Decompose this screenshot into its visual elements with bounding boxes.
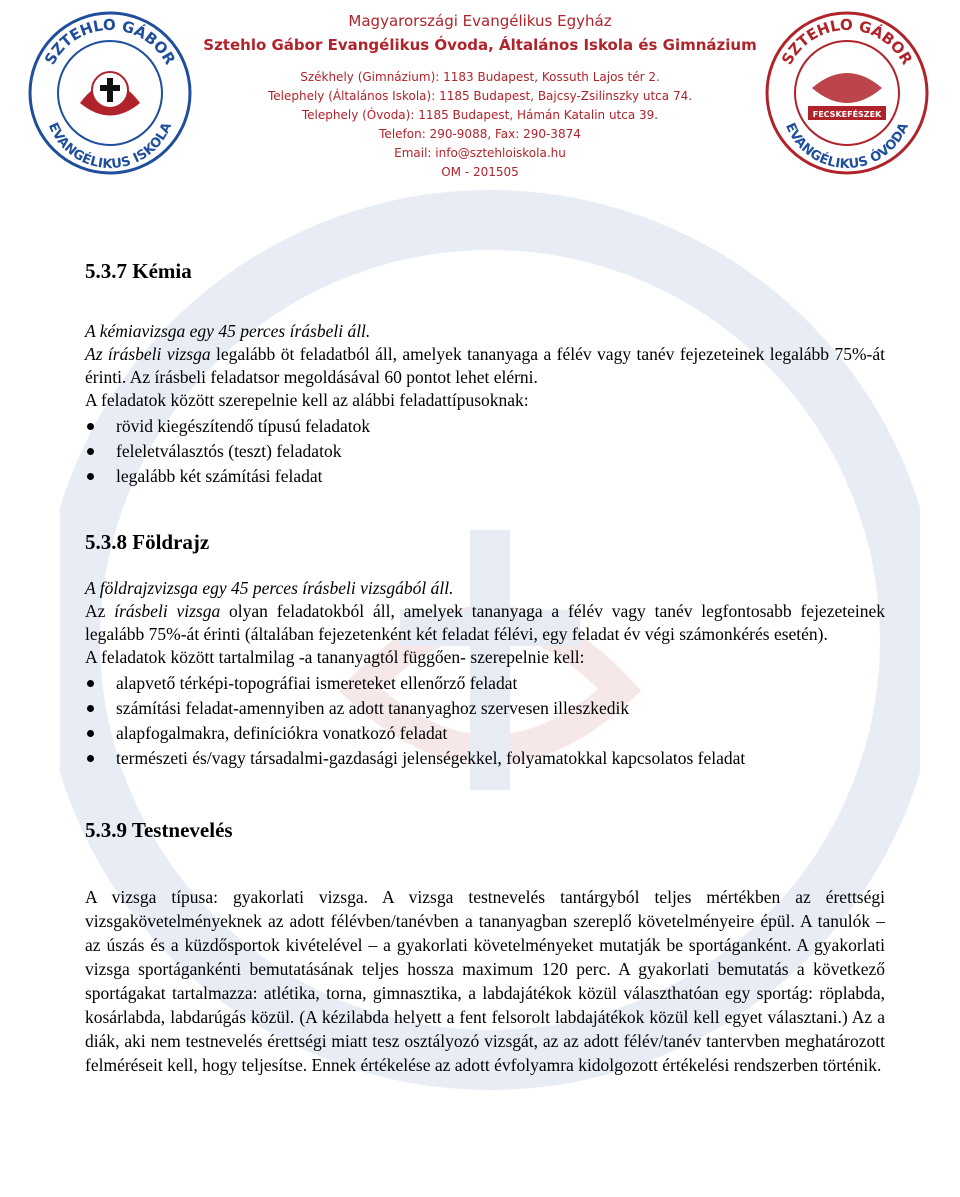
church-name: Magyarországi Evangélikus Egyház <box>348 12 612 30</box>
address-primary: Telephely (Általános Iskola): 1185 Budapest, Bajcsy-Zsilinszky utca 74. <box>267 89 693 103</box>
svg-text:SZTEHLO GÁBOR: SZTEHLO GÁBOR <box>40 15 180 68</box>
document-body <box>85 258 885 1077</box>
kemia-intro: A kémiavizsga egy 45 perces írásbeli áll. <box>85 321 371 341</box>
heading-testneveles: 5.3.9 Testnevelés <box>85 818 233 842</box>
kemia-paragraph-2: A feladatok között szerepelnie kell az alábbi feladattípusoknak: <box>85 390 529 410</box>
foldrajz-intro: A földrajzvizsga egy 45 perces írásbeli vizsgából áll. <box>85 578 454 598</box>
foldrajz-paragraph-1: Az írásbeli vizsga olyan feladatokból áll, amelyek tananyaga a félév vagy tanév legfontosabb fejezeteinek legalább 75%-át érinti (általában fejezetenként két feladat félévi, egy feladat év végi számonkérés esetén). <box>85 601 885 644</box>
school-logo-left <box>25 8 195 178</box>
list-item: természeti és/vagy társadalmi-gazdasági jelenségekkel, folyamatokkal kapcsolatos feladat <box>85 746 885 771</box>
school-name: Sztehlo Gábor Evangélikus Óvoda, Általános Iskola és Gimnázium <box>203 36 757 54</box>
heading-kemia: 5.3.7 Kémia <box>85 259 192 283</box>
heading-foldrajz: 5.3.8 Földrajz <box>85 530 210 554</box>
svg-text:SZTEHLO GÁBOR: SZTEHLO GÁBOR <box>777 15 917 68</box>
letterhead <box>200 10 760 182</box>
list-item: alapvető térképi-topográfiai ismereteket ellenőrző feladat <box>85 671 885 696</box>
om-number: OM - 201505 <box>441 165 519 179</box>
foldrajz-paragraph-2: A feladatok között tartalmilag -a tananyagtól függően- szerepelnie kell: <box>85 647 585 667</box>
list-item: alapfogalmakra, definíciókra vonatkozó feladat <box>85 721 885 746</box>
list-item: feleletválasztós (teszt) feladatok <box>85 439 885 464</box>
list-item: rövid kiegészítendő típusú feladatok <box>85 414 885 439</box>
address-kindergarten: Telephely (Óvoda): 1185 Budapest, Hámán Katalin utca 39. <box>301 108 659 122</box>
svg-text:EVANGÉLIKUS ÓVODA: EVANGÉLIKUS ÓVODA <box>782 120 912 173</box>
email: Email: info@sztehloiskola.hu <box>394 146 566 160</box>
kindergarten-logo-right <box>762 8 932 178</box>
kemia-task-list <box>85 414 885 489</box>
list-item: számítási feladat-amennyiben az adott tananyaghoz szervesen illeszkedik <box>85 696 885 721</box>
svg-text:FECSKEFÉSZEK: FECSKEFÉSZEK <box>812 110 882 119</box>
kemia-paragraph-1: Az írásbeli vizsga legalább öt feladatból áll, amelyek tananyaga a félév vagy tanév fejezeteinek legalább 75%-át érinti. Az írásbeli feladatsor megoldásával 60 pontot lehet elérni. <box>85 344 885 387</box>
svg-text:EVANGÉLIKUS ISKOLA: EVANGÉLIKUS ISKOLA <box>44 120 176 173</box>
address-hq: Székhely (Gimnázium): 1183 Budapest, Kossuth Lajos tér 2. <box>300 70 660 84</box>
list-item: legalább két számítási feladat <box>85 464 885 489</box>
phone-fax: Telefon: 290-9088, Fax: 290-3874 <box>379 127 581 141</box>
foldrajz-task-list <box>85 671 885 771</box>
testneveles-paragraph: A vizsga típusa: gyakorlati vizsga. A vizsga testnevelés tantárgyból teljes mértékben az érettségi vizsgakövetelményeknek az adott félévben/tanévben a tananyagban szereplő követelményeire épül. A tanulók – az úszás és a küzdősportok kivételével – a gyakorlati követelményeket mutatják be sportáganként. A gyakorlati vizsga sportágankénti bemutatásának teljes hossza maximum 120 perc. A gyakorlati bemutatás a következő sportágakat tartalmazza: atlétika, torna, gimnasztika, a labdajátékok közül választhatóan egy sportág: röplabda, kosárlabda, labdarúgás közül. (A kézilabda helyett a fent felsorolt labdajátékok közül kell egyet választani.) Az a diák, aki nem testnevelés érettségi miatt tesz osztályozó vizsgát, az az adott félév/tanév tantervben meghatározott felméréseit kell, hogy teljesítse. Ennek értékelése az adott évfolyamra kidolgozott értékelési rendszerben történik. <box>85 887 885 1075</box>
